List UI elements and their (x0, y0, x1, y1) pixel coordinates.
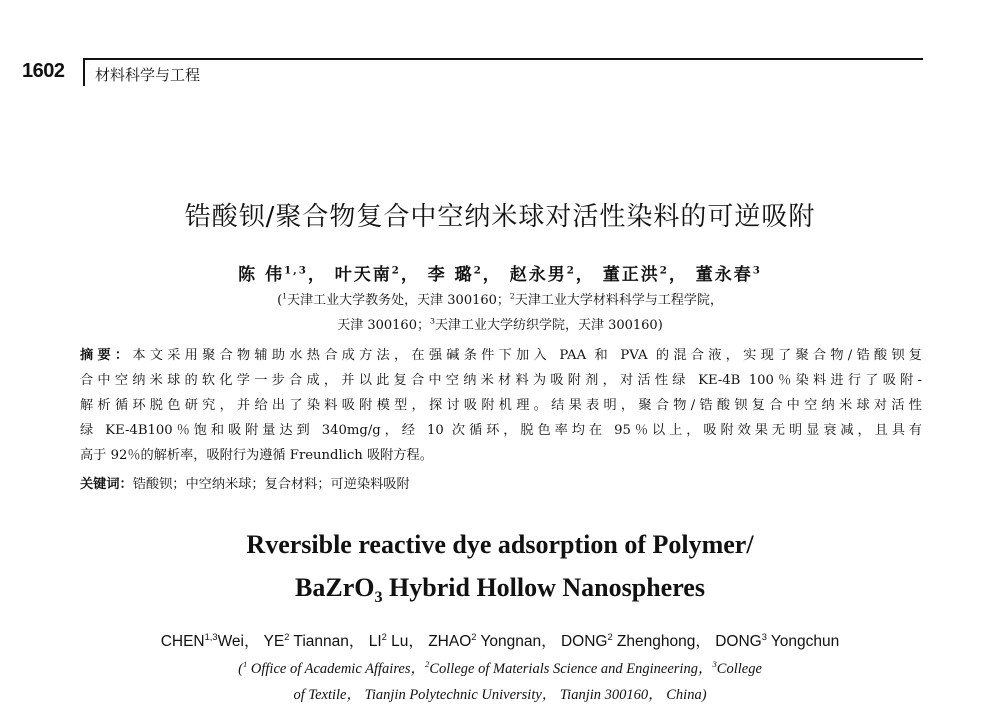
cn-keywords (80, 473, 410, 492)
en-title-line-1: Rversible reactive dye adsorption of Polymer/ (246, 530, 754, 559)
en-author: DONG$^2$ Zhenghong， (560, 631, 711, 650)
abstract-line: 绿 KE-4B100％饱和吸附量达到 340mg/g，经 10 次循环，脱色率均在 95％以上，吸附效果无明显衰减，且具有 (80, 423, 922, 438)
journal-name: 材料科学与工程 (95, 66, 201, 84)
en-affiliation-line-2: of Textile， Tianjin Polytechnic University， Tianjin 300160， China) (293, 687, 707, 703)
cn-author: 李 璐$^2$， (427, 264, 502, 285)
cn-author: 陈 伟$^{1,3}$， (238, 264, 327, 285)
cn-author: 赵永男$^2$， (509, 264, 595, 285)
abstract-line: 摘要：本文采用聚合物辅助水热合成方法，在强碱条件下加入 PAA 和 PVA 的混合液，实现了聚合物/锆酸钡复 (80, 348, 922, 363)
header-rule (83, 58, 923, 60)
en-title-line-2: BaZrO$_3$ Hybrid Hollow Nanospheres (295, 573, 705, 607)
cn-affiliation-line-1: ($^1$天津工业大学教务处，天津 300160；$^2$天津工业大学材料科学与工程学院， (277, 291, 723, 308)
cn-author: 董永春$^3$ (695, 264, 762, 285)
en-author-list (0, 629, 1000, 651)
en-author: CHEN$^{1,3}$Wei， (160, 631, 260, 650)
cn-author-list (0, 260, 1000, 285)
cn-affiliation-line-2: 天津 300160；$^3$天津工业大学纺织学院，天津 300160) (337, 316, 663, 333)
keywords-label: 关键词： (80, 477, 133, 492)
cn-title: 锆酸钡/聚合物复合中空纳米球对活性染料的可逆吸附 (184, 202, 816, 232)
header-divider-vertical (83, 58, 85, 86)
keywords-text: 锆酸钡；中空纳米球；复合材料；可逆染料吸附 (132, 477, 410, 492)
en-affiliation-line-1: ($^1$ Office of Academic Affaires，$^2$College of Materials Science and Engineering，$^3$College (238, 659, 762, 677)
en-author: $LI^2$ Lu， (368, 631, 424, 650)
en-author: DONG$^3$ Yongchun (715, 631, 840, 650)
cn-author: 叶天南$^2$， (334, 264, 420, 285)
en-author: $YE^2$ Tiannan， (263, 631, 365, 650)
cn-abstract (80, 343, 922, 468)
abstract-line: 合中空纳米球的软化学一步合成，并以此复合中空纳米材料为吸附剂，对活性绿 KE-4B 100％染料进行了吸附- (80, 373, 922, 388)
cn-author: 董正洪$^2$， (602, 264, 688, 285)
en-author: ZHAO$^2$ Yongnan， (428, 631, 557, 650)
page-number: 1602 (22, 60, 65, 82)
abstract-line: 解析循环脱色研究，并给出了染料吸附模型，探讨吸附机理。结果表明，聚合物/锆酸钡复合中空纳米球对活性 (80, 398, 922, 413)
abstract-label: 摘要： (80, 348, 133, 363)
abstract-line: 高于 92％的解析率，吸附行为遵循 Freundlich 吸附方程。 (80, 448, 433, 463)
